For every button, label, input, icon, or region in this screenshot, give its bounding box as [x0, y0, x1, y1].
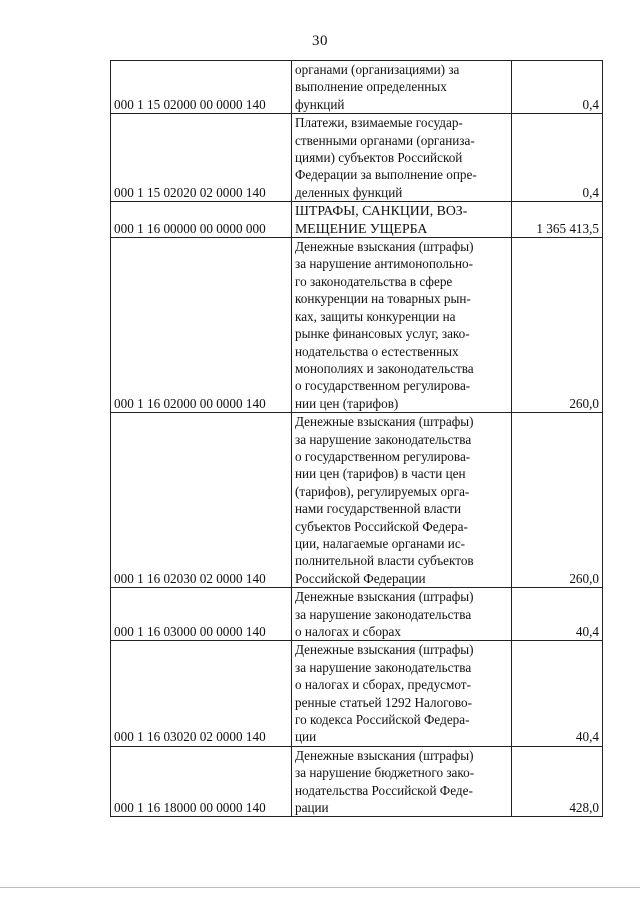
budget-classification-code: 000 1 16 02030 02 0000 140 — [111, 413, 292, 588]
budget-classification-code: 000 1 16 00000 00 0000 000 — [111, 202, 292, 238]
revenue-description: Денежные взыскания (штрафы) за нарушение антимонопольно- го законодательства в сфере конкуренции на товарных рын- ках, защиты конкуренции на рынке финансовых услуг, зако- нодательства о естественных монополиях и законодательства о государственном регулирова- нии цен (тарифов) — [292, 238, 512, 413]
table-row — [111, 413, 603, 588]
revenue-description: Денежные взыскания (штрафы) за нарушение законодательства о налогах и сборах, предусмот- ренные статьей 1292 Налогово- го кодекса Российской Федера- ции — [292, 641, 512, 746]
revenue-description: Денежные взыскания (штрафы) за нарушение законодательства о государственном регулирова- нии цен (тарифов) в части цен (тарифов), регулируемых орга- нами государственной власти субъектов Российской Федера- ции, налагаемые органами ис- полнительной власти субъектов Российской Федерации — [292, 413, 512, 588]
budget-classification-code: 000 1 16 18000 00 0000 140 — [111, 746, 292, 817]
amount-value: 40,4 — [512, 641, 603, 746]
amount-value: 40,4 — [512, 588, 603, 641]
amount-value: 0,4 — [512, 61, 603, 114]
revenue-description: Денежные взыскания (штрафы) за нарушение законодательства о налогах и сборах — [292, 588, 512, 641]
budget-classification-code: 000 1 16 03000 00 0000 140 — [111, 588, 292, 641]
budget-classification-code: 000 1 16 03020 02 0000 140 — [111, 641, 292, 746]
table-row — [111, 202, 603, 238]
table-row — [111, 238, 603, 413]
revenue-description: Платежи, взимаемые государ- ственными органами (организа- циями) субъектов Российской Федерации за выполнение опре- деленных функций — [292, 114, 512, 202]
budget-classification-code: 000 1 16 02000 00 0000 140 — [111, 238, 292, 413]
amount-value: 260,0 — [512, 413, 603, 588]
table-row — [111, 588, 603, 641]
revenue-description: Денежные взыскания (штрафы) за нарушение бюджетного зако- нодательства Российской Феде- рации — [292, 746, 512, 817]
page-number: 30 — [312, 33, 328, 49]
amount-value: 428,0 — [512, 746, 603, 817]
revenue-description: органами (организациями) за выполнение определенных функций — [292, 61, 512, 114]
amount-value: 0,4 — [512, 114, 603, 202]
amount-value: 260,0 — [512, 238, 603, 413]
budget-classification-code: 000 1 15 02020 02 0000 140 — [111, 114, 292, 202]
revenue-description: ШТРАФЫ, САНКЦИИ, ВОЗ- МЕЩЕНИЕ УЩЕРБА — [292, 202, 512, 238]
table-row — [111, 61, 603, 114]
table-row — [111, 641, 603, 746]
scan-bottom-edge — [0, 887, 640, 888]
table-row — [111, 746, 603, 817]
budget-classification-code: 000 1 15 02000 00 0000 140 — [111, 61, 292, 114]
budget-revenue-table — [110, 60, 603, 817]
table-row — [111, 114, 603, 202]
amount-value: 1 365 413,5 — [512, 202, 603, 238]
